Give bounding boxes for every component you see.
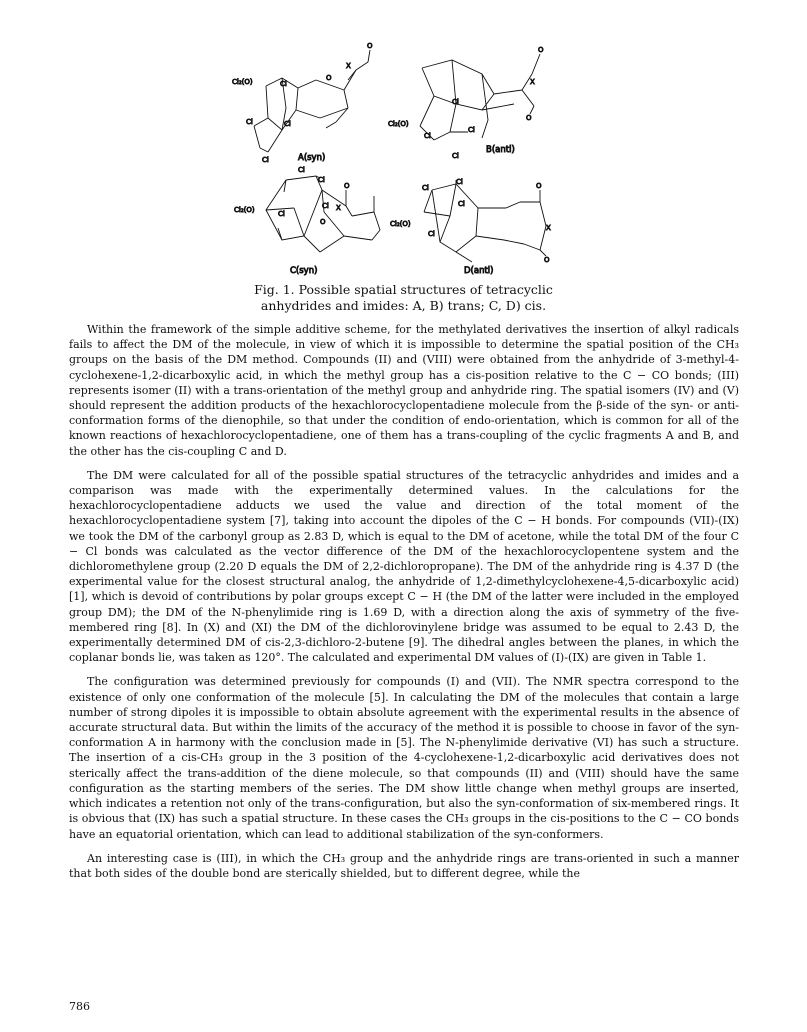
paragraph-1: Within the framework of the simple additive scheme, for the methylated derivatives the insertion of alkyl radicals fails to affect the DM of the molecule, in view of which it is impossible to determine the spatial position of the CH₃ groups on the basis of the DM method. Compounds (II) and (VIII) were obtained from the anhydride of 3-methyl-4-cyclohexene-1,2-dicarboxylic acid, in which the methyl group has a cis-position relative to the C − CO bonds; (III) represents isomer (II) with a trans-orientation of the methyl group and anhydride ring. The spatial isomers (IV) and (V) should represent the addition products of the hexachlorocyclopentadiene molecule from the β-side of the syn- or anti-conformation forms of the dienophile, so that under the condition of endo-orientation, which is common for all of the known reactions of hexachlorocyclopentadiene, one of them has a trans-coupling of the cyclic fragments A and B, and the other has the cis-coupling C and D. — [69, 323, 739, 458]
a-atom-1: Cl₂(O) — [232, 78, 253, 86]
b-atom-2: Cl₂(O) — [388, 120, 409, 128]
structure-d — [424, 180, 546, 262]
label-b-anti: B(anti) — [486, 145, 515, 155]
paragraph-4: An interesting case is (III), in which the CH₃ group and the anhydride rings are trans-oriented in such a manner that both sides of the double bond are sterically shielded, but to different degree, while the — [69, 851, 739, 880]
c-atom-4: Cl — [278, 210, 285, 218]
page-number: 786 — [69, 1000, 90, 1013]
d-atom-1: Cl — [422, 184, 429, 192]
d-atom-6: O — [536, 182, 542, 190]
a-atom-8: O — [367, 42, 373, 50]
paragraph-2: The DM were calculated for all of the possible spatial structures of the tetracyclic anhydrides and imides and a comparison was made with the experimentally determined values. In the calculations for the hexachlorocyclopentadiene adducts we used the value and direction of the total moment of the hexachlorocyclopentadiene system [7], taking into account the dipoles of the C − H bonds. For compounds (VII)-(IX) we took the DM of the carbonyl group as 2.83 D, which is equal to the DM of acetone, while the total DM of the four C − Cl bonds was calculated as the vector difference of the DM of the hexachlorocyclopentene system and the dichloromethylene group (2.20 D equals the DM of 2,2-dichloropropane). The DM of the anhydride ring is 4.37 D (the experimental value for the closest structural analog, the anhydride of 1,2-dimethylcyclohexene-4,5-dicarboxylic acid) [1], which is devoid of contributions by polar groups except C − H (the DM of the latter were included in the employed group DM); the DM of the N-phenylimide ring is 1.69 D, with a direction along the axis of symmetry of the five-membered ring [8]. In (X) and (XI) the DM of the dichlorovinylene bridge was assumed to be equal to 2.43 D, the experimentally determined DM of cis-2,3-dichloro-2-butene [9]. The dihedral angles between the planes, in which the coplanar bonds lie, was taken as 120°. The calculated and experimental DM values of (I)-(IX) are given in Table 1. — [69, 468, 739, 665]
a-atom-5: Cl — [262, 156, 269, 164]
structures-drawing — [224, 40, 564, 286]
c-atom-6: X — [336, 204, 341, 212]
b-atom-5: Cl — [452, 152, 459, 160]
label-d-anti: D(anti) — [464, 266, 494, 276]
c-atom-1: Cl — [298, 166, 305, 174]
a-atom-2: Cl — [280, 80, 287, 88]
figure-caption: Fig. 1. Possible spatial structures of tetracyclic anhydrides and imides: A, B) trans; C, D) cis. — [254, 282, 553, 313]
c-atom-7: O — [344, 182, 350, 190]
c-atom-3: Cl₂(O) — [234, 206, 255, 214]
body-text — [69, 322, 739, 890]
b-atom-7: X — [530, 78, 535, 86]
d-atom-8: O — [544, 256, 550, 264]
c-atom-8: O — [320, 218, 326, 226]
b-atom-6: O — [538, 46, 544, 54]
d-atom-2: Cl — [456, 178, 463, 186]
b-atom-3: Cl — [424, 132, 431, 140]
b-atom-4: Cl — [468, 126, 475, 134]
structure-b — [420, 54, 540, 140]
b-atom-8: O — [526, 114, 532, 122]
c-atom-5: Cl — [322, 202, 329, 210]
a-atom-6: O — [326, 74, 332, 82]
a-atom-3: Cl — [246, 118, 253, 126]
d-atom-4: Cl₂(O) — [390, 220, 411, 228]
b-atom-1: Cl — [452, 98, 459, 106]
structure-a — [254, 50, 370, 152]
d-atom-3: Cl — [458, 200, 465, 208]
label-c-syn: C(syn) — [290, 266, 318, 276]
d-atom-5: Cl — [428, 230, 435, 238]
figure-1 — [224, 40, 564, 286]
d-atom-7: X — [546, 224, 551, 232]
c-atom-2: Cl — [318, 176, 325, 184]
a-atom-4: Cl — [284, 120, 291, 128]
paragraph-3: The configuration was determined previously for compounds (I) and (VII). The NMR spectra correspond to the existence of only one conformation of the molecule [5]. In calculating the DM of the molecules that contain a large number of strong dipoles it is impossible to obtain absolute agreement with the experimental results in the absence of accurate structural data. But within the limits of the accuracy of the method it is possible to choose in favor of the syn-conformation A in harmony with the conclusion made in [5]. The N-phenylimide derivative (VI) has such a structure. The insertion of a cis-CH₃ group in the 3 position of the 4-cyclohexene-1,2-dicarboxylic acid derivatives does not sterically affect the trans-addition of the diene molecule, so that compounds (II) and (VIII) should have the same configuration as the starting members of the series. The DM show little change when methyl groups are inserted, which indicates a retention not only of the trans-configuration, but also the syn-conformation of six-membered rings. It is obvious that (IX) has such a spatial structure. In these cases the CH₃ groups in the cis-positions to the C − CO bonds have an equatorial orientation, which can lead to additional stabilization of the syn-conformers. — [69, 675, 739, 841]
label-a-syn: A(syn) — [298, 153, 326, 163]
a-atom-7: X — [346, 62, 351, 70]
